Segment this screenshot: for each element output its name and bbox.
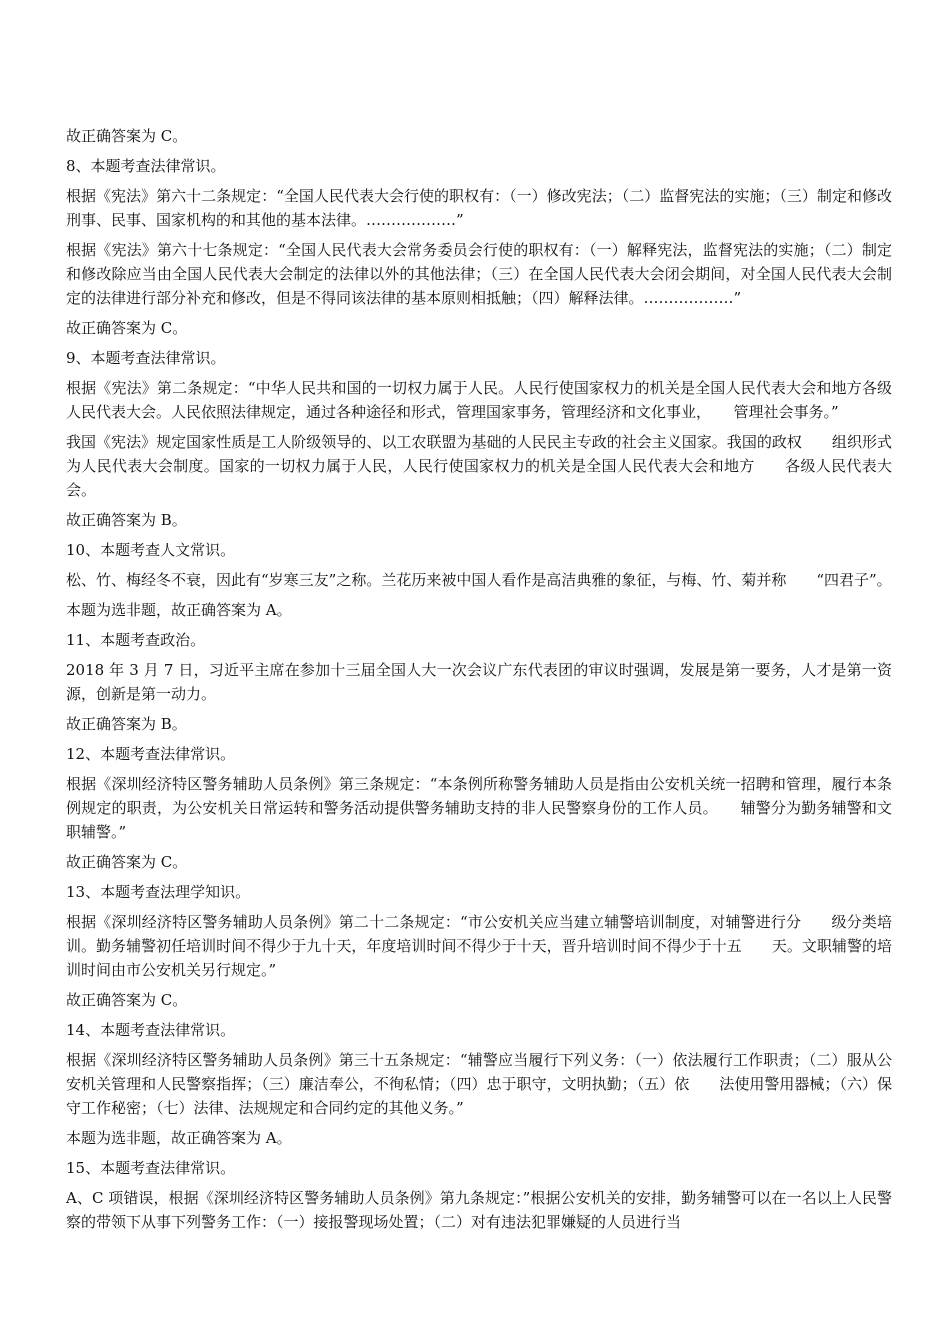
question-heading: 11、本题考查政治。 xyxy=(66,631,206,649)
explanation-paragraph: 根据《深圳经济特区警务辅助人员条例》第三十五条规定：“辅警应当履行下列义务：（一）依法履行工作职责；（二）服从公安机关管理和人民警察指挥；（三）廉洁奉公，不徇私情；（四）忠于职守，文明执勤；（五）依 法使用警用器械；（六）保守工作秘密；（七）法律、法规规定和合同约定的其他义务。” xyxy=(66,1051,892,1117)
question-heading: 12、本题考查法律常识。 xyxy=(66,745,236,763)
explanation-paragraph: A、C 项错误，根据《深圳经济特区警务辅助人员条例》第九条规定：”根据公安机关的安排，勤务辅警可以在一名以上人民警察的带领下从事下列警务工作：（一）接报警现场处置；（二）对有违法犯罪嫌疑的人员进行当 xyxy=(66,1189,892,1231)
answer-line: 故正确答案为 C。 xyxy=(66,127,188,145)
answer-line: 故正确答案为 C。 xyxy=(66,319,188,337)
answer-line: 本题为选非题，故正确答案为 A。 xyxy=(66,601,292,619)
question-heading: 14、本题考查法律常识。 xyxy=(66,1021,236,1039)
explanation-paragraph: 根据《深圳经济特区警务辅助人员条例》第三条规定：“本条例所称警务辅助人员是指由公安机关统一招聘和管理，履行本条例规定的职责，为公安机关日常运转和警务活动提供警务辅助支持的非人民警察身份的工作人员。 辅警分为勤务辅警和文职辅警。” xyxy=(66,775,892,841)
question-heading: 13、本题考查法理学知识。 xyxy=(66,883,251,901)
explanation-paragraph: 根据《宪法》第二条规定：“中华人民共和国的一切权力属于人民。人民行使国家权力的机关是全国人民代表大会和地方各级人民代表大会。人民依照法律规定，通过各种途径和形式，管理国家事务，管理经济和文化事业， 管理社会事务。” xyxy=(66,379,892,421)
document-page xyxy=(66,124,892,1240)
explanation-paragraph: 2018 年 3 月 7 日，习近平主席在参加十三届全国人大一次会议广东代表团的审议时强调，发展是第一要务，人才是第一资源，创新是第一动力。 xyxy=(66,661,892,703)
question-heading: 9、本题考查法律常识。 xyxy=(66,349,226,367)
question-heading: 15、本题考查法律常识。 xyxy=(66,1159,236,1177)
answer-line: 本题为选非题，故正确答案为 A。 xyxy=(66,1129,292,1147)
answer-line: 故正确答案为 B。 xyxy=(66,511,187,529)
explanation-paragraph: 根据《宪法》第六十二条规定：“全国人民代表大会行使的职权有：（一）修改宪法；（二）监督宪法的实施；（三）制定和修改刑事、民事、国家机构的和其他的基本法律。………………” xyxy=(66,187,892,229)
explanation-paragraph: 根据《深圳经济特区警务辅助人员条例》第二十二条规定：“市公安机关应当建立辅警培训制度，对辅警进行分 级分类培训。勤务辅警初任培训时间不得少于九十天，年度培训时间不得少于十天，晋升培训时间不得少于十五 天。文职辅警的培训时间由市公安机关另行规定。” xyxy=(66,913,892,979)
explanation-paragraph: 根据《宪法》第六十七条规定：“全国人民代表大会常务委员会行使的职权有：（一）解释宪法，监督宪法的实施；（二）制定和修改除应当由全国人民代表大会制定的法律以外的其他法律；（三）在全国人民代表大会闭会期间，对全国人民代表大会制定的法律进行部分补充和修改，但是不得同该法律的基本原则相抵触；（四）解释法律。………………” xyxy=(66,241,892,307)
question-heading: 8、本题考查法律常识。 xyxy=(66,157,226,175)
answer-line: 故正确答案为 B。 xyxy=(66,715,187,733)
explanation-paragraph: 我国《宪法》规定国家性质是工人阶级领导的、以工农联盟为基础的人民民主专政的社会主义国家。我国的政权 组织形式为人民代表大会制度。国家的一切权力属于人民，人民行使国家权力的机关是全国人民代表大会和地方 各级人民代表大会。 xyxy=(66,433,892,499)
question-heading: 10、本题考查人文常识。 xyxy=(66,541,236,559)
explanation-paragraph: 松、竹、梅经冬不衰，因此有“岁寒三友”之称。兰花历来被中国人看作是高洁典雅的象征，与梅、竹、菊并称 “四君子”。 xyxy=(66,571,892,589)
answer-line: 故正确答案为 C。 xyxy=(66,853,188,871)
answer-line: 故正确答案为 C。 xyxy=(66,991,188,1009)
